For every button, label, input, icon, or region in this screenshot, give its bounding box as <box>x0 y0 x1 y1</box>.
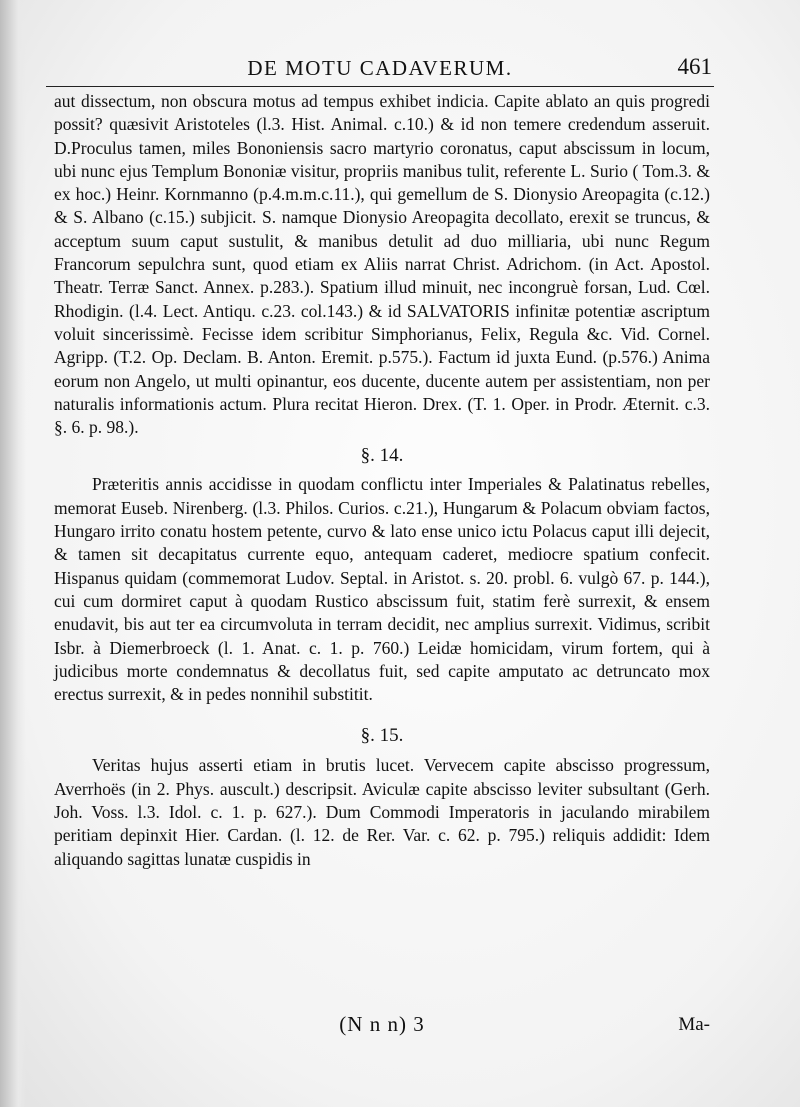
section-heading-15: §. 15. <box>360 725 404 747</box>
section-heading-14: §. 14. <box>360 445 404 467</box>
catchword: Ma- <box>678 1014 710 1035</box>
binding-gutter-shadow <box>0 0 26 1107</box>
signature-mark: (N n n) 3 <box>339 1012 425 1036</box>
running-title: DE MOTU CADAVERUM. <box>247 56 513 80</box>
paragraph-2: Præteritis annis accidisse in quodam conflictu inter Imperiales & Palatinatus rebelles, memorat Euseb. Nirenberg. (l.3. Philos. Curios. c.21.), Hungarum & Polacum obviam factos, Hungaro irrito conatu hostem petente, curvo & lato ense unico ictu Polacus caput illi dejecit, & tamen sit decapitatus currente equo, antequam caderet, mediocre spatium confecit. Hispanus quidam (commemorat Ludov. Septal. in Aristot. s. 20. probl. 6. vulgò 67. p. 144.), cui cum dormiret caput à quodam Rustico abscissum fuit, statim ferè surrexit, & ensem enudavit, bis aut ter ea circumvoluta in terram decidit, nec amplius surrexit. Vidimus, scribit Isbr. à Diemerbroeck (l. 1. Anat. c. 1. p. 760.) Leidæ homicidam, virum fortem, qui à judicibus morte condemnatus & decollatus fuit, sed capite amputato ac detruncato mox erectus surrexit, & in pedes nonnihil substitit. <box>54 474 710 705</box>
page-header <box>46 52 714 87</box>
page-footer <box>54 1012 710 1044</box>
body-text <box>54 90 710 871</box>
page-number: 461 <box>677 54 712 79</box>
paragraph-1: aut dissectum, non obscura motus ad tempus exhibet indicia. Capite ablato an quis progredi possit? quæsivit Aristoteles (l.3. Hist. Animal. c.10.) & id non temere credendum asseruit. D.Proculus tamen, miles Bononiensis sacro martyrio coronatus, caput abscissum in locum, ubi nunc ejus Templum Bononiæ visitur, propriis manibus tulit, referente L. Surio ( Tom.3. & ex hoc.) Heinr. Kornmanno (p.4.m.m.c.11.), qui gemellum de S. Dionysio Areopagita (c.12.) & S. Albano (c.15.) subjicit. S. namque Dionysio Areopagita decollato, erexit se truncus, & acceptum suum caput sustulit, & manibus detulit ad duo milliaria, ubi nunc Regum Francorum sepulchra sunt, quod etiam ex Aliis narrat Christ. Adrichom. (in Act. Apostol. Theatr. Terræ Sanct. Annex. p.283.). Spatium illud minuit, nec incongruè forsan, Lud. Cœl. Rhodigin. (l.4. Lect. Antiqu. c.23. col.143.) & id SALVATORIS infinitæ potentiæ ascriptum voluit sincerissimè. Fecisse idem scribitur Simphorianus, Felix, Regula &c. Vid. Cornel. Agripp. (T.2. Op. Declam. B. Anton. Eremit. p.575.). Factum id juxta Eund. (p.576.) Anima eorum non Angelo, ut multi opinantur, eos ducente, ducente autem per assistentiam, non per naturalis informationis actum. Plura recitat Hieron. Drex. (T. 1. Oper. in Prodr. Æternit. c.3. §. 6. p. 98.). <box>54 91 710 438</box>
paragraph-3: Veritas hujus asserti etiam in brutis lucet. Vervecem capite abscisso progressum, Averrhoës (in 2. Phys. auscult.) descripsit. Aviculæ capite abscisso leviter subsultant (Gerh. Joh. Voss. l.3. Idol. c. 1. p. 627.). Dum Commodi Imperatoris in jaculando mirabilem peritiam depinxit Hier. Cardan. (l. 12. de Rer. Var. c. 62. p. 795.) reliquis addidit: Idem aliquando sagittas lunatæ cuspidis in <box>54 755 710 869</box>
